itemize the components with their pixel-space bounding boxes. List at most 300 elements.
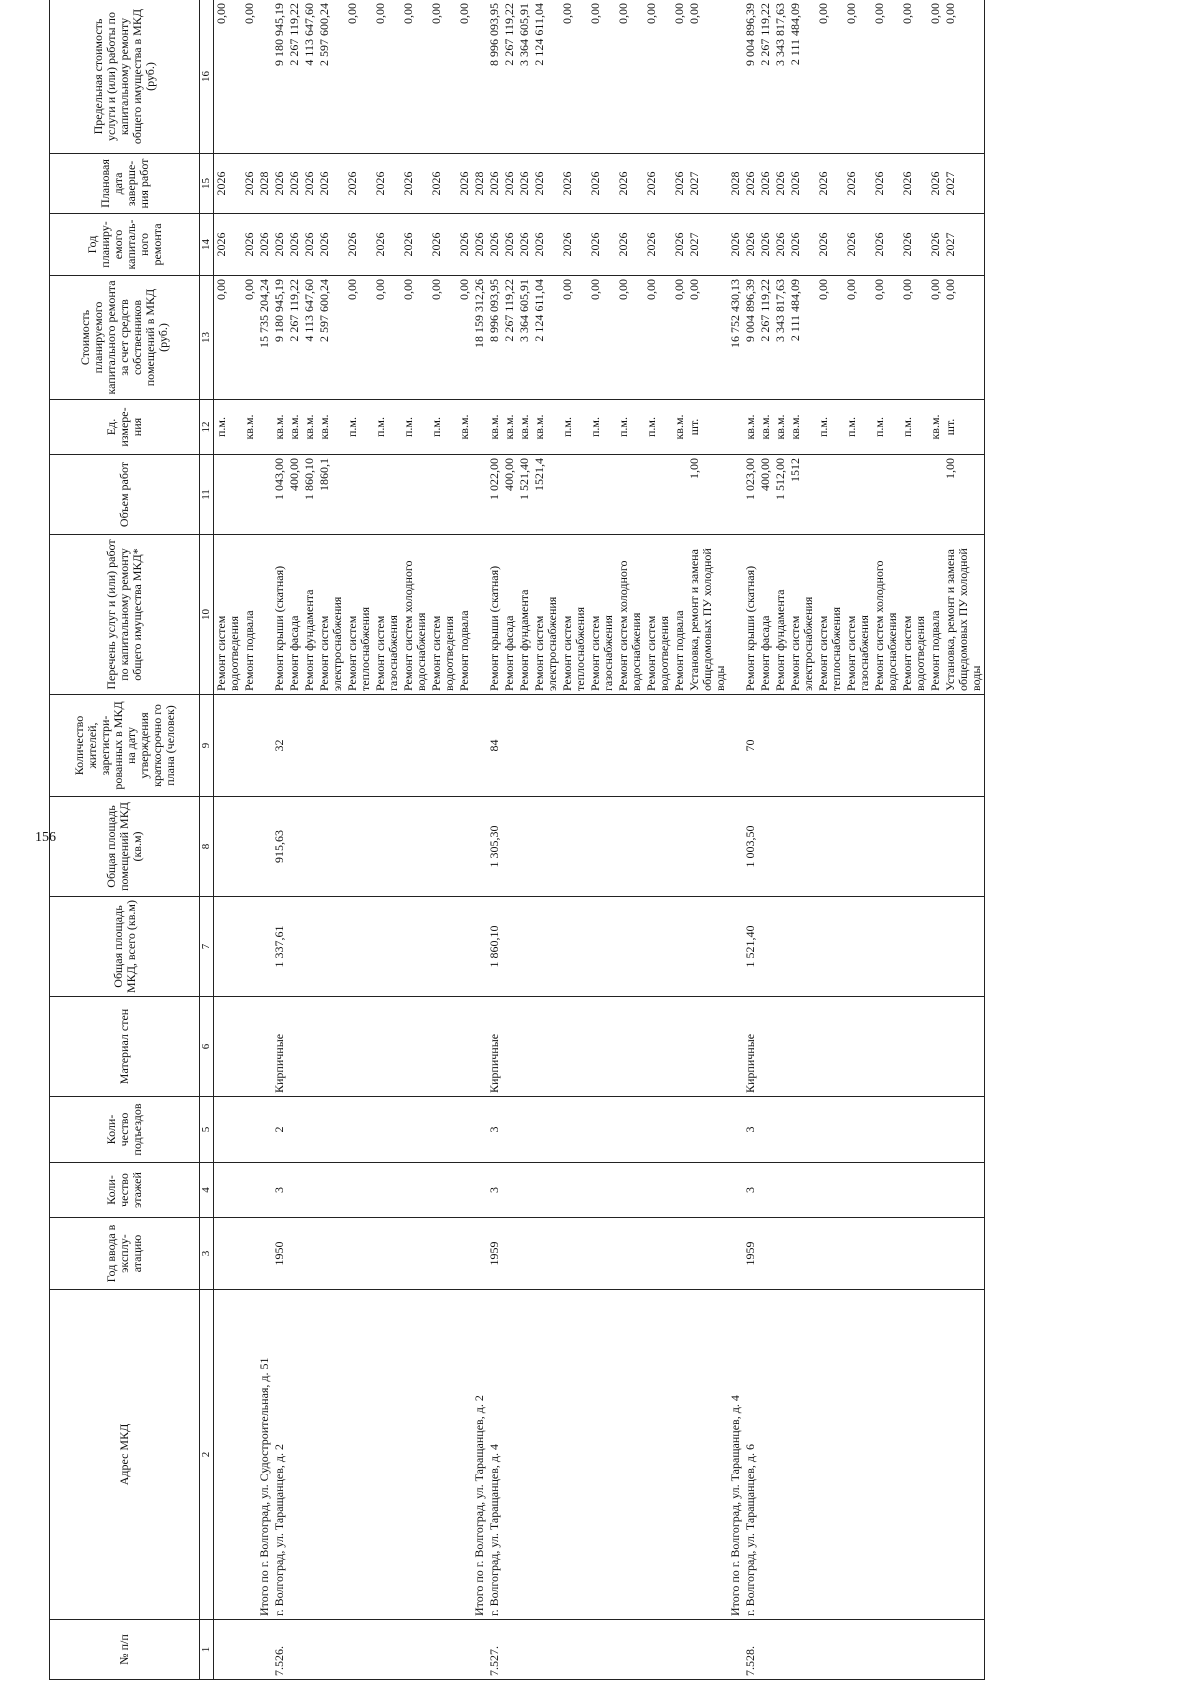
unit-cell: п.м. <box>900 400 928 455</box>
empty-cell <box>302 997 317 1097</box>
year-cell: 2026 <box>560 214 588 276</box>
limit-cell: 9 180 945,19 <box>272 0 287 154</box>
empty-cell <box>401 797 429 897</box>
empty-cell <box>672 897 687 997</box>
empty-cell <box>242 797 257 897</box>
empty-cell <box>302 1620 317 1680</box>
volume-cell: 1 512,00 <box>773 455 788 535</box>
empty-cell <box>687 1218 728 1290</box>
empty-cell <box>345 897 373 997</box>
unit-cell: кв.м. <box>532 400 560 455</box>
header-cell: Объем работ <box>50 455 200 535</box>
empty-cell <box>816 1290 844 1620</box>
empty-cell <box>943 997 985 1097</box>
empty-cell <box>644 797 672 897</box>
unit-cell: п.м. <box>844 400 872 455</box>
wall-material-cell: Кирпичные <box>272 997 287 1097</box>
end-cell: 2026 <box>373 154 401 214</box>
empty-cell <box>287 797 302 897</box>
limit-cell: 0,00 <box>943 0 985 154</box>
table-row <box>672 0 687 1680</box>
empty-cell <box>560 797 588 897</box>
empty-cell <box>928 997 943 1097</box>
end-cell: 2026 <box>872 154 900 214</box>
table-row <box>588 0 616 1680</box>
empty-cell <box>788 1097 816 1163</box>
empty-cell <box>242 1097 257 1163</box>
empty-cell <box>373 1620 401 1680</box>
header-cell: № п/п <box>50 1620 200 1680</box>
work-cell: Ремонт систем водоотведения <box>214 535 243 695</box>
unit-cell: п.м. <box>214 400 243 455</box>
empty-cell <box>872 1290 900 1620</box>
empty-cell <box>257 1620 272 1680</box>
empty-cell <box>900 695 928 797</box>
empty-cell <box>532 1620 560 1680</box>
empty-cell <box>214 1620 243 1680</box>
table-row <box>287 0 302 1680</box>
end-cell: 2026 <box>302 154 317 214</box>
empty-cell <box>928 1290 943 1620</box>
empty-cell <box>816 1163 844 1218</box>
empty-cell <box>616 1097 644 1163</box>
empty-cell <box>242 997 257 1097</box>
work-cell: Ремонт подвала <box>928 535 943 695</box>
empty-cell <box>644 1163 672 1218</box>
empty-cell <box>457 695 472 797</box>
empty-cell <box>816 997 844 1097</box>
empty-cell <box>616 897 644 997</box>
empty-cell <box>788 1163 816 1218</box>
total-label: Итого по г. Волгоград, ул. Таращанцев, д. 4 <box>728 1290 743 1620</box>
volume-cell <box>373 455 401 535</box>
empty-cell <box>287 1097 302 1163</box>
residents-cell: 84 <box>487 695 502 797</box>
empty-cell <box>788 897 816 997</box>
cost-cell: 0,00 <box>644 276 672 400</box>
volume-cell: 1521,4 <box>532 455 560 535</box>
year-cell: 2026 <box>816 214 844 276</box>
empty-cell <box>672 695 687 797</box>
year-cell: 2026 <box>844 214 872 276</box>
limit-cell: 2 267 119,22 <box>502 0 517 154</box>
column-number-row <box>200 0 214 1680</box>
volume-cell <box>560 455 588 535</box>
work-cell: Ремонт систем газоснабжения <box>373 535 401 695</box>
limit-cell: 0,00 <box>844 0 872 154</box>
end-cell: 2026 <box>743 154 758 214</box>
empty-cell <box>758 1218 773 1290</box>
empty-cell <box>257 455 272 535</box>
column-number: 4 <box>200 1163 214 1218</box>
limit-cell: 3 343 817,63 <box>773 0 788 154</box>
limit-cell: 0,00 <box>900 0 928 154</box>
total-year: 2026 <box>728 214 743 276</box>
empty-cell <box>687 1290 728 1620</box>
empty-cell <box>345 1290 373 1620</box>
wall-material-cell: Кирпичные <box>743 997 758 1097</box>
table-row <box>900 0 928 1680</box>
cost-cell: 0,00 <box>345 276 373 400</box>
empty-cell <box>773 1620 788 1680</box>
empty-cell <box>472 455 487 535</box>
header-cell: Коли-чество подъездов <box>50 1097 200 1163</box>
empty-cell <box>429 1163 457 1218</box>
empty-cell <box>644 1218 672 1290</box>
empty-cell <box>728 1163 743 1218</box>
empty-cell <box>257 400 272 455</box>
year-cell: 2026 <box>788 214 816 276</box>
header-cell: Год ввода в эксплу-атацию <box>50 1218 200 1290</box>
column-number: 8 <box>200 797 214 897</box>
cost-cell: 8 996 093,95 <box>487 276 502 400</box>
empty-cell <box>302 1290 317 1620</box>
work-cell: Ремонт фундамента <box>517 535 532 695</box>
year-cell: 2026 <box>502 214 517 276</box>
empty-cell <box>502 897 517 997</box>
empty-cell <box>844 1218 872 1290</box>
limit-cell: 0,00 <box>588 0 616 154</box>
limit-cell: 8 996 093,95 <box>487 0 502 154</box>
unit-cell: п.м. <box>345 400 373 455</box>
cost-cell: 0,00 <box>616 276 644 400</box>
empty-cell <box>773 797 788 897</box>
empty-cell <box>758 797 773 897</box>
year-cell: 2026 <box>743 214 758 276</box>
cost-cell: 0,00 <box>429 276 457 400</box>
empty-cell <box>302 897 317 997</box>
empty-cell <box>373 1097 401 1163</box>
header-cell: Ед. измере-ния <box>50 400 200 455</box>
repair-plan-table <box>49 0 985 1680</box>
empty-cell <box>257 695 272 797</box>
table-row <box>214 0 243 1680</box>
empty-cell <box>728 400 743 455</box>
header-cell: Общая площадь помещений МКД (кв.м) <box>50 797 200 897</box>
empty-cell <box>517 695 532 797</box>
empty-cell <box>532 797 560 897</box>
empty-cell <box>457 997 472 1097</box>
empty-cell <box>429 797 457 897</box>
empty-cell <box>345 997 373 1097</box>
empty-cell <box>457 1290 472 1620</box>
empty-cell <box>429 1620 457 1680</box>
floors-cell: 3 <box>487 1163 502 1218</box>
empty-cell <box>502 1218 517 1290</box>
header-cell: Коли-чество этажей <box>50 1163 200 1218</box>
empty-cell <box>517 997 532 1097</box>
empty-cell <box>872 1218 900 1290</box>
empty-cell <box>214 897 243 997</box>
volume-cell: 1 023,00 <box>743 455 758 535</box>
empty-cell <box>457 1163 472 1218</box>
empty-cell <box>517 1097 532 1163</box>
empty-cell <box>728 797 743 897</box>
empty-cell <box>943 1097 985 1163</box>
residents-cell: 32 <box>272 695 287 797</box>
cost-cell: 0,00 <box>672 276 687 400</box>
empty-cell <box>287 1290 302 1620</box>
empty-cell <box>728 455 743 535</box>
address-cell: г. Волгоград, ул. Таращанцев, д. 4 <box>487 1290 502 1620</box>
empty-cell <box>560 897 588 997</box>
empty-cell <box>317 897 345 997</box>
cost-cell: 0,00 <box>242 276 257 400</box>
column-number: 3 <box>200 1218 214 1290</box>
empty-cell <box>900 1620 928 1680</box>
limit-cell: 0,00 <box>644 0 672 154</box>
limit-cell: 0,00 <box>345 0 373 154</box>
empty-cell <box>928 797 943 897</box>
empty-cell <box>302 1218 317 1290</box>
empty-cell <box>616 997 644 1097</box>
end-cell: 2027 <box>687 154 728 214</box>
area-total-cell: 1 521,40 <box>743 897 758 997</box>
empty-cell <box>788 797 816 897</box>
empty-cell <box>457 1620 472 1680</box>
empty-cell <box>287 897 302 997</box>
empty-cell <box>928 897 943 997</box>
empty-cell <box>429 1290 457 1620</box>
limit-cell: 0,00 <box>816 0 844 154</box>
end-cell: 2026 <box>900 154 928 214</box>
empty-cell <box>928 1097 943 1163</box>
empty-cell <box>773 1097 788 1163</box>
volume-cell: 1512 <box>788 455 816 535</box>
empty-cell <box>844 1290 872 1620</box>
limit-cell: 0,00 <box>687 0 728 154</box>
empty-cell <box>472 1218 487 1290</box>
empty-cell <box>532 695 560 797</box>
empty-cell <box>672 797 687 897</box>
work-cell: Ремонт систем газоснабжения <box>844 535 872 695</box>
empty-cell <box>345 1097 373 1163</box>
empty-cell <box>257 897 272 997</box>
unit-cell: кв.м. <box>487 400 502 455</box>
empty-cell <box>472 1097 487 1163</box>
work-cell: Ремонт подвала <box>242 535 257 695</box>
volume-cell <box>900 455 928 535</box>
empty-cell <box>517 897 532 997</box>
unit-cell: п.м. <box>644 400 672 455</box>
header-cell: Стоимость планируемого капитального ремонта за счет средств собственников помещений в МКД (руб.) <box>50 276 200 400</box>
empty-cell <box>257 997 272 1097</box>
empty-cell <box>287 695 302 797</box>
empty-cell <box>345 695 373 797</box>
table-row <box>502 0 517 1680</box>
empty-cell <box>928 1163 943 1218</box>
column-number: 10 <box>200 535 214 695</box>
empty-cell <box>943 1290 985 1620</box>
empty-cell <box>672 1163 687 1218</box>
volume-cell <box>457 455 472 535</box>
work-cell: Ремонт систем водоотведения <box>644 535 672 695</box>
year-cell: 2026 <box>517 214 532 276</box>
column-number: 9 <box>200 695 214 797</box>
empty-cell <box>532 1163 560 1218</box>
empty-cell <box>214 1290 243 1620</box>
empty-cell <box>943 1163 985 1218</box>
work-cell: Ремонт систем электроснабжения <box>317 535 345 695</box>
year-cell: 2026 <box>616 214 644 276</box>
empty-cell <box>214 1218 243 1290</box>
cost-cell: 2 267 119,22 <box>758 276 773 400</box>
empty-cell <box>687 797 728 897</box>
limit-cell: 3 364 605,91 <box>517 0 532 154</box>
work-cell: Ремонт систем водоотведения <box>429 535 457 695</box>
column-number: 14 <box>200 214 214 276</box>
total-end: 2028 <box>728 154 743 214</box>
empty-cell <box>287 1620 302 1680</box>
empty-cell <box>616 1620 644 1680</box>
empty-cell <box>616 797 644 897</box>
limit-cell: 0,00 <box>560 0 588 154</box>
unit-cell: кв.м. <box>302 400 317 455</box>
end-cell: 2026 <box>287 154 302 214</box>
unit-cell: кв.м. <box>788 400 816 455</box>
empty-cell <box>588 1218 616 1290</box>
empty-cell <box>687 695 728 797</box>
address-cell: г. Волгоград, ул. Таращанцев, д. 2 <box>272 1290 287 1620</box>
empty-cell <box>472 400 487 455</box>
empty-cell <box>728 1097 743 1163</box>
empty-cell <box>429 897 457 997</box>
year-cell: 2026 <box>214 214 243 276</box>
empty-cell <box>373 1218 401 1290</box>
total-label: Итого по г. Волгоград, ул. Таращанцев, д. 2 <box>472 1290 487 1620</box>
work-cell: Ремонт систем электроснабжения <box>532 535 560 695</box>
volume-cell: 400,00 <box>287 455 302 535</box>
end-cell: 2026 <box>401 154 429 214</box>
year-cell: 2026 <box>401 214 429 276</box>
empty-cell <box>317 695 345 797</box>
cost-cell: 0,00 <box>844 276 872 400</box>
end-cell: 2026 <box>457 154 472 214</box>
end-cell: 2026 <box>487 154 502 214</box>
work-cell: Ремонт систем водоотведения <box>900 535 928 695</box>
empty-cell <box>373 797 401 897</box>
unit-cell: п.м. <box>588 400 616 455</box>
column-number: 12 <box>200 400 214 455</box>
unit-cell: п.м. <box>616 400 644 455</box>
empty-cell <box>872 695 900 797</box>
empty-cell <box>502 1163 517 1218</box>
empty-cell <box>242 1620 257 1680</box>
work-cell: Ремонт фундамента <box>302 535 317 695</box>
end-cell: 2026 <box>788 154 816 214</box>
unit-cell: кв.м. <box>317 400 345 455</box>
year-cell: 2026 <box>429 214 457 276</box>
cost-cell: 2 267 119,22 <box>287 276 302 400</box>
empty-cell <box>687 997 728 1097</box>
empty-cell <box>844 695 872 797</box>
limit-cell: 2 267 119,22 <box>758 0 773 154</box>
cost-cell: 2 267 119,22 <box>502 276 517 400</box>
empty-cell <box>214 1163 243 1218</box>
empty-cell <box>457 1218 472 1290</box>
empty-cell <box>242 897 257 997</box>
empty-cell <box>687 1163 728 1218</box>
cost-cell: 0,00 <box>928 276 943 400</box>
work-cell: Установка, ремонт и замена общедомовых ПУ холодной воды <box>943 535 985 695</box>
cost-cell: 9 004 896,39 <box>743 276 758 400</box>
empty-cell <box>401 695 429 797</box>
column-number: 11 <box>200 455 214 535</box>
empty-cell <box>560 997 588 1097</box>
empty-cell <box>532 997 560 1097</box>
empty-cell <box>816 1097 844 1163</box>
header-cell: Перечень услуг и (или) работ по капитальному ремонту общего имущества МКД* <box>50 535 200 695</box>
empty-cell <box>317 1290 345 1620</box>
empty-cell <box>214 1097 243 1163</box>
limit-cell: 2 111 484,09 <box>788 0 816 154</box>
empty-cell <box>728 997 743 1097</box>
table-row <box>743 0 758 1680</box>
empty-cell <box>472 897 487 997</box>
empty-cell <box>345 1218 373 1290</box>
empty-cell <box>672 1218 687 1290</box>
end-cell: 2026 <box>928 154 943 214</box>
empty-cell <box>214 797 243 897</box>
empty-cell <box>943 797 985 897</box>
cost-cell: 2 597 600,24 <box>317 276 345 400</box>
empty-cell <box>844 797 872 897</box>
page-number: 156 <box>35 830 56 845</box>
empty-cell <box>588 1620 616 1680</box>
end-cell: 2026 <box>844 154 872 214</box>
empty-cell <box>429 695 457 797</box>
empty-cell <box>401 1097 429 1163</box>
empty-cell <box>302 1097 317 1163</box>
empty-cell <box>616 1290 644 1620</box>
table-body <box>214 0 985 1680</box>
empty-cell <box>302 1163 317 1218</box>
volume-cell <box>844 455 872 535</box>
year-built-cell: 1959 <box>487 1218 502 1290</box>
cost-cell: 3 364 605,91 <box>517 276 532 400</box>
empty-cell <box>616 1218 644 1290</box>
year-cell: 2026 <box>287 214 302 276</box>
end-cell: 2026 <box>560 154 588 214</box>
work-cell: Ремонт систем холодного водоснабжения <box>616 535 644 695</box>
volume-cell <box>644 455 672 535</box>
empty-cell <box>928 1218 943 1290</box>
cost-cell: 0,00 <box>560 276 588 400</box>
header-cell: Адрес МКД <box>50 1290 200 1620</box>
unit-cell: п.м. <box>401 400 429 455</box>
limit-cell: 4 113 647,60 <box>302 0 317 154</box>
empty-cell <box>588 997 616 1097</box>
volume-cell <box>429 455 457 535</box>
empty-cell <box>672 1097 687 1163</box>
end-cell: 2026 <box>588 154 616 214</box>
limit-cell: 0,00 <box>928 0 943 154</box>
volume-cell <box>872 455 900 535</box>
work-cell: Ремонт подвала <box>672 535 687 695</box>
work-cell: Ремонт крыши (скатная) <box>272 535 287 695</box>
work-cell: Ремонт подвала <box>457 535 472 695</box>
unit-cell: п.м. <box>429 400 457 455</box>
empty-cell <box>872 1097 900 1163</box>
empty-cell <box>644 695 672 797</box>
header-cell: Год планиру-емого капиталь-ного ремонта <box>50 214 200 276</box>
empty-cell <box>728 695 743 797</box>
empty-cell <box>588 897 616 997</box>
year-cell: 2026 <box>532 214 560 276</box>
empty-cell <box>943 1218 985 1290</box>
area-total-cell: 1 860,10 <box>487 897 502 997</box>
row-number: 7.527. <box>487 1620 502 1680</box>
